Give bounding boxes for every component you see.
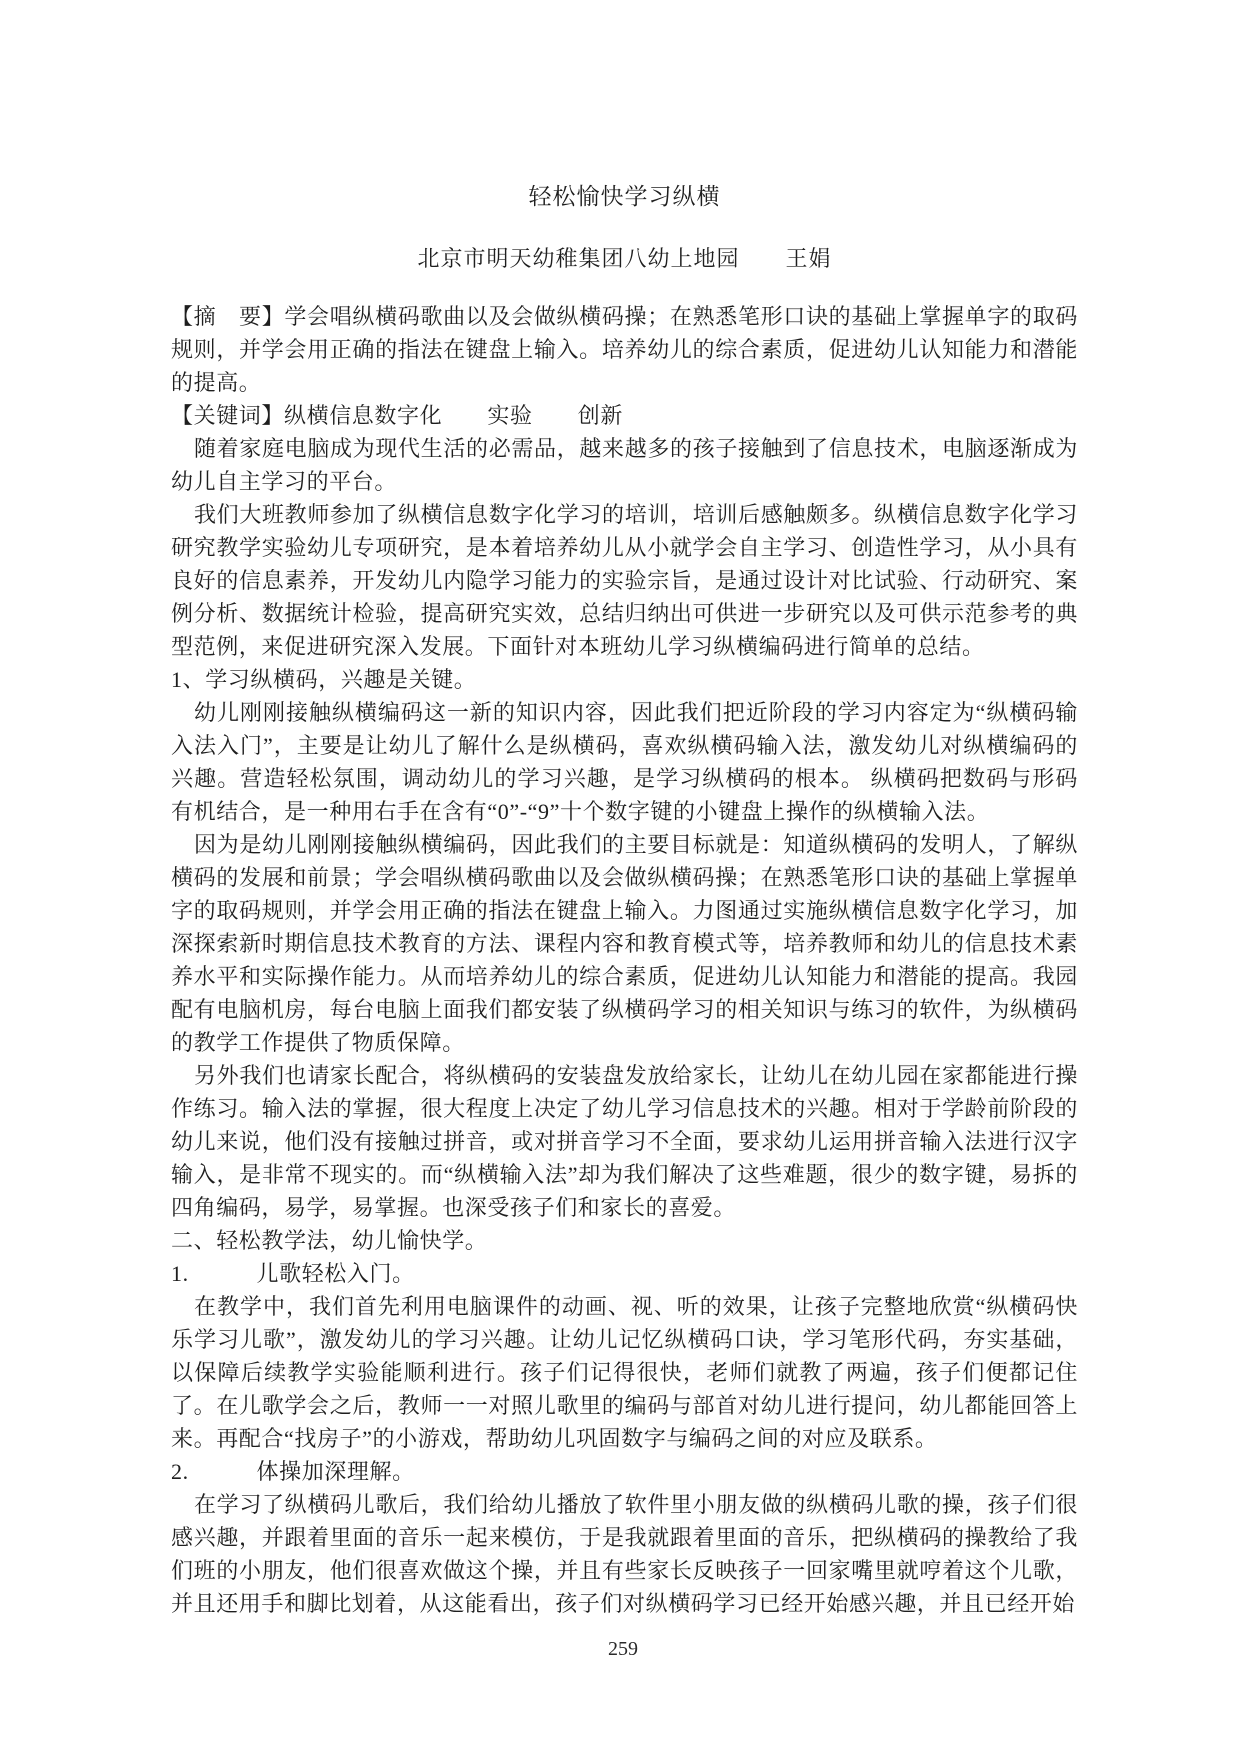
paragraph: 因为是幼儿刚刚接触纵横编码，因此我们的主要目标就是：知道纵横码的发明人，了解纵横码的发展和前景；学会唱纵横码歌曲以及会做纵横码操；在熟悉笔形口诀的基础上掌握单字的取码规则，并学会用正确的指法在键盘上输入。力图通过实施纵横信息数字化学习，加深探索新时期信息技术教育的方法、课程内容和教育模式等，培养教师和幼儿的信息技术素养水平和实际操作能力。从而培养幼儿的综合素质，促进幼儿认知能力和潜能的提高。我园配有电脑机房，每台电脑上面我们都安装了纵横码学习的相关知识与练习的软件，为纵横码的教学工作提供了物质保障。 (171, 832, 1078, 1055)
paragraph: 幼儿刚刚接触纵横编码这一新的知识内容，因此我们把近阶段的学习内容定为“纵横码输入法入门”，主要是让幼儿了解什么是纵横码，喜欢纵横码输入法，激发幼儿对纵横编码的兴趣。营造轻松氛围，调动幼儿的学习兴趣，是学习纵横码的根本。 纵横码把数码与形码有机结合，是一种用右手在含有“0”-“9”十个数字键的小键盘上操作的纵横输入法。 (171, 700, 1078, 824)
paragraph: 【摘 要】学会唱纵横码歌曲以及会做纵横码操；在熟悉笔形口诀的基础上掌握单字的取码规则，并学会用正确的指法在键盘上输入。培养幼儿的综合素质，促进幼儿认知能力和潜能的提高。 (171, 304, 1078, 395)
paragraph: 二、轻松教学法，幼儿愉快学。 (171, 1228, 488, 1253)
page-title: 轻松愉快学习纵横 (528, 184, 721, 209)
paragraph: 另外我们也请家长配合，将纵横码的安装盘发放给家长，让幼儿在幼儿园在家都能进行操作练习。输入法的掌握，很大程度上决定了幼儿学习信息技术的兴趣。相对于学龄前阶段的幼儿来说，他们没有接触过拼音，或对拼音学习不全面，要求幼儿运用拼音输入法进行汉字输入，是非常不现实的。而“纵横输入法”却为我们解决了这些难题，很少的数字键，易拆的四角编码，易学，易掌握。也深受孩子们和家长的喜爱。 (171, 1063, 1078, 1220)
paragraph: 2. 体操加深理解。 (171, 1459, 415, 1484)
document-body (171, 300, 1078, 1620)
author-line: 北京市明天幼稚集团八幼上地园 王娟 (417, 246, 832, 271)
document-content (171, 182, 1078, 1620)
paragraph: 随着家庭电脑成为现代生活的必需品，越来越多的孩子接触到了信息技术，电脑逐渐成为幼儿自主学习的平台。 (171, 436, 1078, 494)
paragraph: 在教学中，我们首先利用电脑课件的动画、视、听的效果，让孩子完整地欣赏“纵横码快乐学习儿歌”，激发幼儿的学习兴趣。让幼儿记忆纵横码口诀，学习笔形代码，夯实基础，以保障后续教学实验能顺利进行。孩子们记得很快，老师们就教了两遍，孩子们便都记住了。在儿歌学会之后，教师一一对照儿歌里的编码与部首对幼儿进行提问，幼儿都能回答上来。再配合“找房子”的小游戏，帮助幼儿巩固数字与编码之间的对应及联系。 (171, 1294, 1078, 1451)
paragraph: 1. 儿歌轻松入门。 (171, 1261, 415, 1286)
paragraph: 【关键词】纵横信息数字化 实验 创新 (171, 403, 624, 428)
page-number: 259 (608, 1638, 638, 1660)
paragraph: 1、学习纵横码，兴趣是关键。 (171, 667, 477, 692)
paragraph: 在学习了纵横码儿歌后，我们给幼儿播放了软件里小朋友做的纵横码儿歌的操，孩子们很感兴趣，并跟着里面的音乐一起来模仿，于是我就跟着里面的音乐，把纵横码的操教给了我们班的小朋友，他们很喜欢做这个操，并且有些家长反映孩子一回家嘴里就哼着这个儿歌，并且还用手和脚比划着，从这能看出，孩子们对纵横码学习已经开始感兴趣，并且已经开始 (171, 1492, 1078, 1616)
paragraph: 我们大班教师参加了纵横信息数字化学习的培训，培训后感触颇多。纵横信息数字化学习研究教学实验幼儿专项研究，是本着培养幼儿从小就学会自主学习、创造性学习，从小具有良好的信息素养，开发幼儿内隐学习能力的实验宗旨，是通过设计对比试验、行动研究、案例分析、数据统计检验，提高研究实效，总结归纳出可供进一步研究以及可供示范参考的典型范例，来促进研究深入发展。下面针对本班幼儿学习纵横编码进行简单的总结。 (171, 502, 1078, 659)
